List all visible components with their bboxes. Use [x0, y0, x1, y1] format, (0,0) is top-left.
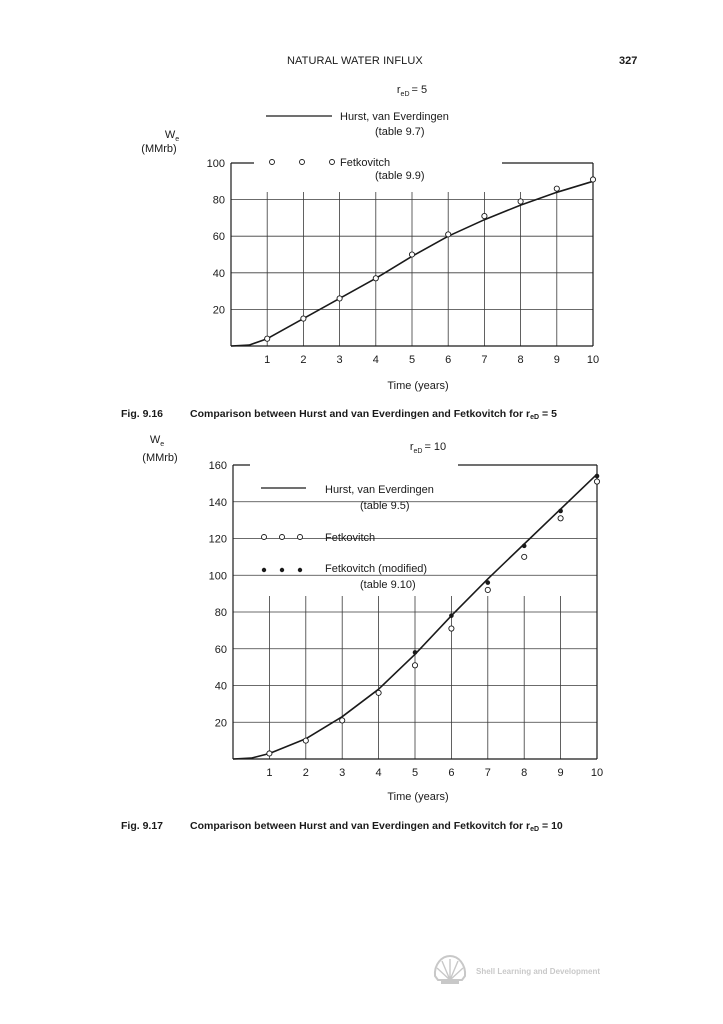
- legend-item: [262, 532, 376, 544]
- data-point-fetkovitch: [518, 199, 523, 204]
- legend-open-circle-swatch: [262, 535, 267, 540]
- x-tick-label: 8: [517, 354, 524, 366]
- x-tick-label: 2: [300, 354, 307, 366]
- legend-open-circle-swatch: [300, 160, 305, 165]
- data-point-fetkovitch: [482, 213, 487, 218]
- data-point-fetkovitch: [267, 751, 272, 756]
- data-point-fetkovitch-modified: [413, 650, 418, 655]
- figure-9-17-caption: [121, 820, 563, 832]
- footer-logo: [432, 954, 642, 986]
- data-point-fetkovitch: [449, 626, 454, 631]
- x-tick-label: 5: [411, 767, 419, 779]
- data-point-fetkovitch: [558, 516, 563, 521]
- y-tick-label: 60: [214, 643, 227, 656]
- legend-item: [262, 563, 427, 591]
- caption-text: Comparison between Hurst and van Everdingen and Fetkovitch for r: [190, 820, 531, 832]
- legend-open-circle-swatch: [330, 160, 335, 165]
- y-tick-label: 60: [212, 231, 225, 244]
- y-tick-label: 100: [208, 570, 227, 583]
- y-tick-label: 120: [208, 533, 227, 546]
- y-tick-label: 40: [214, 680, 227, 693]
- y-axis-label-subscript: e: [160, 441, 165, 448]
- y-tick-label: 80: [212, 194, 225, 207]
- data-point-fetkovitch: [412, 663, 417, 668]
- x-axis-label: Time (years): [387, 380, 449, 392]
- data-point-fetkovitch: [337, 296, 342, 301]
- x-tick-label: 1: [264, 354, 271, 366]
- legend-filled-dot-swatch: [280, 568, 284, 572]
- x-tick-label: 3: [339, 767, 346, 779]
- figure-9-16-caption: [121, 408, 557, 420]
- legend-label: Fetkovitch (modified): [325, 563, 428, 575]
- data-point-fetkovitch: [522, 554, 527, 559]
- y-tick-label: 100: [206, 158, 225, 170]
- y-axis-label-subscript: e: [175, 136, 180, 143]
- chart-grid: [231, 192, 593, 346]
- data-point-fetkovitch: [594, 479, 599, 484]
- x-tick-label: 10: [590, 767, 604, 779]
- chart-grid: [233, 502, 597, 759]
- data-point-fetkovitch: [373, 276, 378, 281]
- y-tick-label: 20: [212, 304, 225, 317]
- x-tick-label: 8: [521, 767, 528, 779]
- x-tick-label: 7: [481, 354, 488, 366]
- legend-sublabel: (table 9.10): [360, 579, 416, 591]
- x-tick-label: 1: [266, 767, 273, 779]
- x-tick-label: 9: [557, 767, 564, 779]
- y-axis-unit: (MMrb): [141, 143, 177, 155]
- y-axis-label-main: W: [164, 129, 176, 141]
- x-tick-label: 10: [586, 354, 600, 366]
- caption-tail: = 5: [539, 408, 557, 420]
- chart-title-prefix: r: [409, 441, 414, 453]
- y-tick-label: 20: [214, 717, 227, 730]
- chart-title-prefix: r: [396, 84, 401, 96]
- data-point-fetkovitch: [554, 186, 559, 191]
- y-tick-label: 40: [212, 267, 225, 280]
- x-axis-label: Time (years): [387, 791, 449, 803]
- y-tick-label: 140: [208, 496, 227, 509]
- figure-9-17-chart: [0, 430, 723, 810]
- x-tick-label: 4: [372, 354, 379, 366]
- data-point-fetkovitch-modified: [449, 613, 454, 618]
- data-point-fetkovitch-modified: [522, 544, 527, 549]
- legend-sublabel: (table 9.9): [375, 170, 425, 182]
- shell-logo-icon: [432, 954, 468, 986]
- x-tick-label: 9: [553, 354, 560, 366]
- legend-open-circle-swatch: [280, 535, 285, 540]
- legend-label: Hurst, van Everdingen: [340, 111, 449, 123]
- x-tick-label: 6: [445, 354, 452, 366]
- legend-label: Fetkovitch: [340, 157, 391, 169]
- y-tick-label: 160: [208, 460, 227, 472]
- data-point-fetkovitch-modified: [595, 474, 600, 479]
- data-point-fetkovitch: [303, 738, 308, 743]
- x-tick-label: 2: [302, 767, 309, 779]
- legend-open-circle-swatch: [270, 160, 275, 165]
- chart-title: [397, 84, 427, 98]
- legend-filled-dot-swatch: [262, 568, 266, 572]
- chart-title-suffix: = 5: [411, 84, 428, 96]
- legend-sublabel: (table 9.5): [360, 500, 410, 512]
- y-tick-label: 80: [214, 607, 227, 619]
- chart-title: [410, 441, 446, 455]
- legend-sublabel: (table 9.7): [375, 126, 425, 138]
- figure-9-16-chart: [0, 80, 723, 400]
- legend-item: [261, 484, 434, 512]
- footer-logo-text: Shell Learning and Development: [476, 967, 601, 976]
- caption-text: Comparison between Hurst and van Everdingen and Fetkovitch for r: [190, 408, 531, 420]
- chart-title-subscript: eD: [400, 91, 410, 98]
- caption-subscript: eD: [530, 414, 540, 421]
- caption-number: Fig. 9.17: [121, 820, 164, 832]
- x-tick-label: 5: [408, 354, 416, 366]
- data-point-fetkovitch: [409, 252, 414, 257]
- y-axis-unit: (MMrb): [142, 452, 178, 464]
- chart-title-suffix: = 10: [424, 441, 447, 453]
- data-point-fetkovitch-modified: [486, 580, 491, 585]
- legend-item: [270, 157, 425, 182]
- caption-tail: = 10: [539, 820, 563, 832]
- x-tick-label: 4: [375, 767, 382, 779]
- legend-open-circle-swatch: [298, 535, 303, 540]
- data-point-fetkovitch: [590, 177, 595, 182]
- page-number: 327: [619, 55, 638, 67]
- y-axis-label-main: W: [149, 434, 161, 446]
- legend-label: Fetkovitch: [325, 532, 376, 544]
- x-tick-label: 3: [336, 354, 343, 366]
- data-point-fetkovitch: [301, 316, 306, 321]
- data-point-fetkovitch-modified: [558, 509, 563, 514]
- y-axis-label: [150, 434, 164, 448]
- data-point-fetkovitch: [446, 232, 451, 237]
- running-head-title: NATURAL WATER INFLUX: [287, 55, 423, 67]
- data-point-fetkovitch: [340, 718, 345, 723]
- chart-title-subscript: eD: [413, 448, 423, 455]
- caption-number: Fig. 9.16: [121, 408, 164, 420]
- y-axis-label: [165, 129, 179, 143]
- data-point-fetkovitch: [485, 587, 490, 592]
- data-point-fetkovitch: [376, 690, 381, 695]
- legend-item: [266, 111, 449, 138]
- x-tick-label: 7: [484, 767, 491, 779]
- caption-subscript: eD: [530, 826, 540, 833]
- legend-filled-dot-swatch: [298, 568, 302, 572]
- x-tick-label: 6: [448, 767, 455, 779]
- legend-label: Hurst, van Everdingen: [325, 484, 434, 496]
- running-head: [0, 55, 723, 71]
- data-point-fetkovitch: [265, 336, 270, 341]
